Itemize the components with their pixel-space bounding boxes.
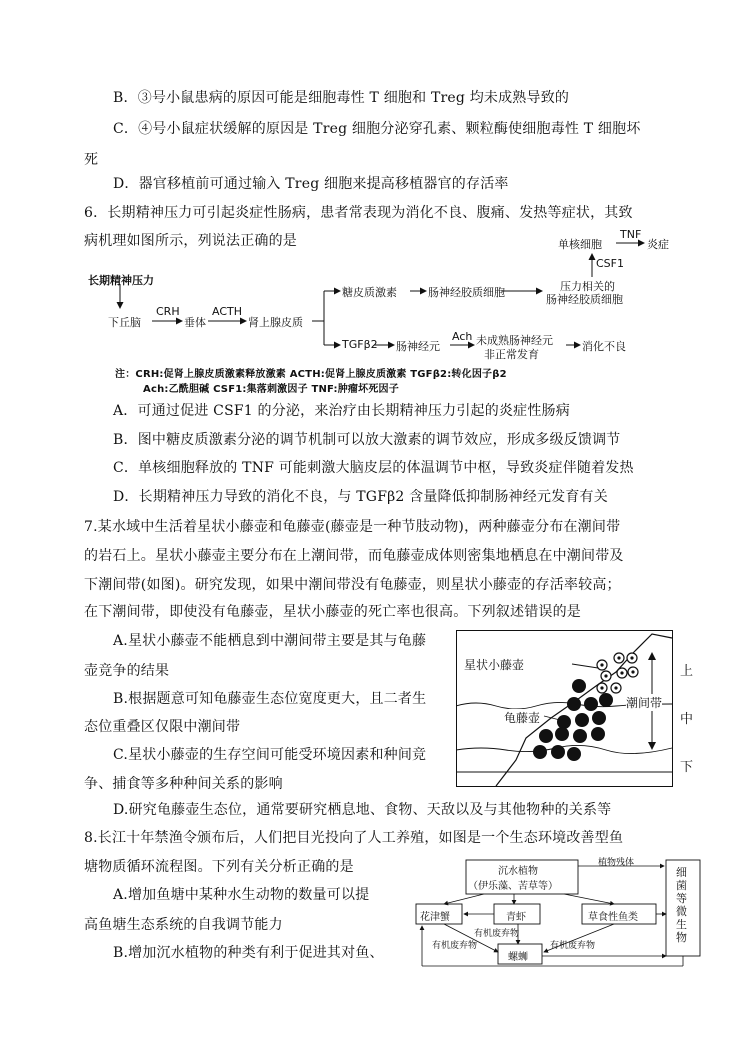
node-immature-neuron-line1: 未成熟肠神经元	[476, 334, 553, 347]
q7-stem-line2: 的岩石上。星状小藤壶主要分布在上潮间带，而龟藤壶成体则密集地栖息在中潮间带及	[84, 548, 624, 564]
q8-cycle-figure	[414, 852, 706, 968]
label-organic-waste-1: 有机废弃物	[474, 929, 520, 939]
label-organic-waste-3: 有机废弃物	[550, 941, 596, 951]
q6-stem-line1: 6．长期精神压力可引起炎症性肠病，患者常表现为消化不良、腹痛、发热等症状，其致	[84, 205, 633, 221]
q6-option-a: A．可通过促进 CSF1 的分泌，来治疗由长期精神压力引起的炎症性肠病	[113, 403, 570, 419]
node-submerged-plants: 沉水植物	[498, 866, 538, 877]
label-middle: 中	[680, 712, 694, 727]
node-indigestion: 消化不良	[582, 340, 626, 353]
q8-stem-line2: 塘物质循环流程图。下列有关分析正确的是	[84, 859, 354, 875]
node-inflammation: 炎症	[647, 238, 669, 251]
node-enteric-glia: 肠神经胶质细胞	[428, 286, 505, 299]
node-green-shrimp: 青虾	[506, 912, 526, 923]
q6-stem-line2: 病机理如图所示，列说法正确的是	[84, 233, 297, 249]
q8-option-a-line1: A.增加鱼塘中某种水生动物的数量可以提	[113, 887, 370, 903]
q6-option-b: B．图中糖皮质激素分泌的调节机制可以放大激素的调节效应，形成多级反馈调节	[113, 432, 621, 448]
node-microorganisms: 细菌等微生物	[676, 866, 687, 944]
q7-option-c-line2: 争、捕食等多种种间关系的影响	[84, 776, 283, 792]
node-glucocorticoid: 糖皮质激素	[342, 286, 397, 299]
label-crh: CRH	[156, 305, 180, 318]
q7-option-a-line2: 壶竞争的结果	[84, 663, 170, 679]
label-csf1: CSF1	[596, 257, 624, 270]
node-hypothalamus: 下丘脑	[108, 316, 141, 329]
q7-option-c-line1: C.星状小藤壶的生存空间可能受环境因素和种间竞	[113, 747, 427, 763]
node-enteric-neuron: 肠神经元	[396, 340, 440, 353]
node-herbivorous-fish: 草食性鱼类	[588, 912, 638, 923]
q6-note-line2: Ach:乙酰胆碱 CSF1:集落刺激因子 TNF:肿瘤坏死因子	[143, 384, 399, 395]
node-adrenal-cortex: 肾上腺皮质	[248, 316, 303, 329]
q8-stem-line1: 8.长江十年禁渔令颁布后，人们把目光投向了人工养殖，如图是一个生态环境改善型鱼	[84, 830, 624, 846]
node-pituitary: 垂体	[184, 316, 206, 329]
q6-pathway-diagram	[84, 228, 684, 388]
q8-option-a-line2: 高鱼塘生态系统的自我调节能力	[84, 917, 283, 933]
q5-option-d: D．器官移植前可通过输入 Treg 细胞来提高移植器官的存活率	[113, 176, 509, 192]
label-ach: Ach	[452, 330, 473, 343]
label-star-barnacle: 星状小藤壶	[464, 658, 525, 672]
q7-stem-line4: 在下潮间带，即使没有龟藤壶，星状小藤壶的死亡率也很高。下列叙述错误的是	[84, 604, 581, 620]
node-submerged-plants-examples: （伊乐藻、苦草等）	[468, 881, 558, 892]
label-intertidal-zone: 潮间带	[626, 696, 663, 710]
q7-barnacle-figure	[456, 630, 702, 788]
node-long-term-stress: 长期精神压力	[88, 274, 154, 287]
label-upper: 上	[680, 664, 694, 679]
node-monocyte: 单核细胞	[558, 238, 602, 251]
node-immature-neuron-line2: 非正常发育	[484, 348, 539, 361]
q7-stem-line1: 7.某水域中生活着星状小藤壶和龟藤壶(藤壶是一种节肢动物)，两种藤壶分布在潮间带	[84, 519, 621, 535]
q7-option-a-line1: A.星状小藤壶不能栖息到中潮间带主要是其与龟藤	[113, 633, 427, 649]
label-organic-waste-2: 有机废弃物	[432, 941, 478, 951]
q5-option-b: B．③号小鼠患病的原因可能是细胞毒性 T 细胞和 Treg 均未成熟导致的	[113, 90, 570, 106]
label-tnf: TNF	[620, 228, 642, 241]
q7-option-b-line2: 态位重叠区仅限中潮间带	[84, 719, 241, 735]
label-lower: 下	[680, 760, 694, 775]
label-plant-residue: 植物残体	[598, 858, 635, 868]
q6-option-c: C．单核细胞释放的 TNF 可能刺激大脑皮层的体温调节中枢，导致炎症伴随着发热	[113, 460, 634, 476]
node-river-crab: 花津蟹	[420, 912, 450, 923]
node-stress-glia-line2: 肠神经胶质细胞	[546, 293, 623, 306]
q5-option-c-line1: C．④号小鼠症状缓解的原因是 Treg 细胞分泌穿孔素、颗粒酶使细胞毒性 T 细胞坏	[113, 121, 641, 137]
node-stress-glia-line1: 压力相关的	[560, 280, 615, 293]
q7-option-b-line1: B.根据题意可知龟藤壶生态位宽度更大，且二者生	[113, 691, 427, 707]
node-tgf-beta2: TGFβ2	[342, 338, 378, 351]
q7-option-d: D.研究龟藤壶生态位，通常要研究栖息地、食物、天敌以及与其他物种的关系等	[113, 802, 612, 818]
q7-figure-graphics	[456, 630, 702, 788]
q7-stem-line3: 下潮间带(如图)。研究发现，如果中潮间带没有龟藤壶，则星状小藤壶的存活率较高；	[84, 577, 621, 593]
node-snail: 螺蛳	[508, 952, 528, 963]
label-acth: ACTH	[212, 305, 243, 318]
q6-note-line1: 注：CRH:促肾上腺皮质激素释放激素 ACTH:促肾上腺皮质激素 TGFβ2:转化因子β2	[115, 369, 507, 380]
q8-option-b-line1: B.增加沉水植物的种类有利于促进其对鱼、	[113, 945, 384, 961]
q5-option-c-line2: 死	[84, 152, 99, 168]
q6-option-d: D．长期精神压力导致的消化不良，与 TGFβ2 含量降低抑制肠神经元发育有关	[113, 489, 608, 505]
label-turtle-barnacle: 龟藤壶	[504, 711, 541, 725]
